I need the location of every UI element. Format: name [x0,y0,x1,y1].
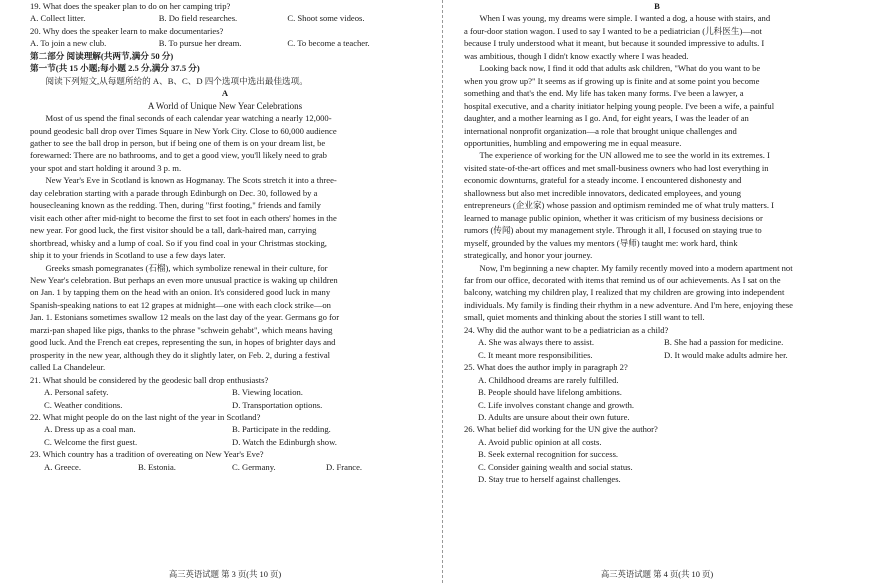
text-line: your spot and start holding it around 3 p. m. [30,162,182,173]
text-line: B. People should have lifelong ambitions. [478,387,622,398]
text-line: entrepreneurs (企业家) whose passion and optimism reminded me of what truly matters. I [464,200,775,211]
text-line: new year. For good luck, the first visitor should be a tall, dark-haired man, carrying [30,225,317,236]
answer-options-row [30,423,420,435]
text-line: 25. What does the author imply in paragraph 2? [464,362,628,373]
answer-option: C. Weather conditions. [44,399,123,410]
text-line: visited state-of-the-art offices and met small-business owners who had lost everything in [464,162,769,173]
text-line: individuals. My family is finding their rhythm in a new adventure. And I'm here, enjoying these [464,299,794,310]
answer-options-row [30,386,420,398]
text-line: because I truly understood what it meant, but because it sounded impressive to adults. I [464,38,765,49]
answer-option: D. Transportation options. [232,399,323,410]
text-line: Greeks smash pomegranates (石榴), which symbolize renewal in their culture, for [45,262,328,273]
answer-option: D. It would make adults admire her. [664,349,788,360]
page-footer: 高三英语试题 第 3 页(共 10 页) [168,570,282,579]
text-line: A World of Unique New Year Celebrations [147,100,303,111]
text-line: gather to see the ball drop in person, but if being one of them is on your dream list, be [30,137,326,148]
answer-option: A. To join a new club. [30,38,107,49]
text-line: shallowness but also met incredible innovators, dedicated employees, and young [464,187,742,198]
text-line: hospital executive, and a charity initiator helping young people. I've been a wife, a painful [464,100,775,111]
text-line: rumors (传闻) about my management style. Through it all, I focused on staying true to [464,225,762,236]
text-line: 24. Why did the author want to be a pediatrician as a child? [464,324,669,335]
answer-option: B. Participate in the redding. [232,424,331,435]
page-divider [442,0,443,583]
answer-options-row [30,37,420,49]
answer-option: C. To become a teacher. [287,38,370,49]
text-line: New Year's Eve in Scotland is known as Hogmanay. The Scots stretch it into a three- [45,175,337,186]
text-line: marzi-pan shaped like pigs, thanks to the phrase "schwein gehabt", which means having [30,324,333,335]
answer-option: A. She was always there to assist. [478,337,594,348]
answer-options-row [30,436,420,448]
answer-option: A. Collect litter. [30,13,86,24]
text-line: something and that's the end. My life has taken many forms. I've been a lawyer, a [464,88,744,99]
text-line: good luck. And the French eat crepes, representing the sun, in hopes of brighter days and [30,337,336,348]
text-line: D. Adults are unsure about their own future. [478,411,630,422]
text-line: A. Childhood dreams are rarely fulfilled. [478,374,619,385]
answer-options-row [30,461,420,473]
exam-page-4 [464,0,850,583]
text-line: Most of us spend the final seconds of each calendar year watching a nearly 12,000- [45,113,332,124]
answer-option: B. To pursue her dream. [158,38,242,49]
answer-option: C. Shoot some videos. [287,13,365,24]
text-line: C. Consider gaining wealth and social status. [478,461,633,472]
answer-options-row [464,349,850,361]
text-line: 阅读下列短文,从每题所给的 A、B、C、D 四个选项中选出最佳选项。 [45,75,308,86]
text-line: day celebration starting with a parade through Edinburgh on Dec. 30, followed by a [30,187,318,198]
text-line: strategically, and honor your journey. [464,250,593,261]
text-line: A [221,88,229,99]
text-line: 21. What should be considered by the geodesic ball drop enthusiasts? [30,374,269,385]
text-line: B. Seek external recognition for success. [478,449,619,460]
answer-option: C. Germany. [232,461,276,472]
text-line: Looking back now, I find it odd that adults ask children, "What do you want to be [479,63,761,74]
text-line: 第一节(共 15 小题;每小题 2.5 分,满分 37.5 分) [30,63,200,74]
text-line: on Jan. 1 by tapping them on the head with an onion. It's considered good luck in many [30,287,331,298]
answer-option: A. Dress up as a coal man. [44,424,136,435]
text-line: forewarned: There are no bathrooms, and to get a good view, you'll likely need to grab [30,150,327,161]
text-line: 26. What belief did working for the UN give the author? [464,424,658,435]
text-line: called La Chandeleur. [30,362,106,373]
text-line: Now, I'm beginning a new chapter. My family recently moved into a modern apartment not [479,262,793,273]
text-line: was ambitious, though I didn't know exactly where I was headed. [464,50,689,61]
text-line: learned to manage public opinion, whether it was criticism of my business decisions or [464,212,763,223]
answer-options-row [464,336,850,348]
text-line: far from our office, decorated with items that remind us of our achievements. As I sat on the [464,274,781,285]
answer-option: B. Viewing location. [232,387,303,398]
text-line: international nonprofit organization—a role that brought unique challenges and [464,125,737,136]
answer-option: C. Welcome the first guest. [44,436,138,447]
text-line: myself, grounded by the values my mentors (导师) taught me: work hard, think [464,237,738,248]
text-line: 20. Why does the speaker learn to make documentaries? [30,25,224,36]
text-line: visit each other after mid-night to become the first to set foot in each others' homes in the [30,212,337,223]
text-line: Spanish-speaking nations to eat 12 grapes at midnight—one with each clock strike—on [30,299,331,310]
exam-page-3 [30,0,420,583]
text-line: ship it to your friends in Scotland to use a few days later. [30,250,226,261]
answer-option: D. Watch the Edinburgh show. [232,436,337,447]
text-line: a four-door station wagon. I used to say I wanted to be a pediatrician (儿科医生)—not [464,25,762,36]
answer-option: C. It meant more responsibilities. [478,349,593,360]
answer-option: A. Personal safety. [44,387,109,398]
text-line: 19. What does the speaker plan to do on her camping trip? [30,1,231,11]
text-line: small, quiet moments and thinking about the stories I still want to tell. [464,312,705,323]
text-line: C. Life involves constant change and growth. [478,399,635,410]
text-line: 23. Which country has a tradition of overeating on New Year's Eve? [30,449,264,460]
answer-option: B. Do field researches. [158,13,238,24]
answer-options-row [30,12,420,24]
answer-option: A. Greece. [44,461,81,472]
text-line: balcony, watching my children play, I realized that my children are growing into independent [464,287,785,298]
text-line: prosperity in the new year, although they do it slightly later, on Feb. 2, during a festival [30,349,331,360]
text-line: B [654,1,660,11]
answer-option: B. She had a passion for medicine. [664,337,784,348]
text-line: opportunities, humbling and empowering me in equal measure. [464,137,682,148]
text-line: when you grow up?" It seems as if growing up is finite and at some point you become [464,75,760,86]
text-line: housecleaning known as the redding. Then, during "first footing," friends and family [30,200,321,211]
text-line: The experience of working for the UN allowed me to see the world in its extremes. I [479,150,770,161]
text-line: economic downturns, grateful for a steady income. I encountered dishonesty and [464,175,742,186]
answer-option: D. France. [326,461,363,472]
text-line: Jan. 1. Estonians sometimes swallow 12 meals on the last day of the year. Germans go for [30,312,340,323]
text-line: New Year's celebration. But perhaps an even more unusual practice is waking up children [30,274,338,285]
text-line: A. Avoid public opinion at all costs. [478,436,602,447]
page-footer: 高三英语试题 第 4 页(共 10 页) [600,570,714,579]
text-line: 22. What might people do on the last night of the year in Scotland? [30,411,261,422]
text-line: When I was young, my dreams were simple. I wanted a dog, a house with stairs, and [479,13,771,24]
text-line: shortbread, whisky and a lump of coal. So if you find coal in your Christmas stocking, [30,237,327,248]
text-line: pound geodesic ball drop over Times Square in New York City. Close to 60,000 audience [30,125,337,136]
answer-option: B. Estonia. [138,461,176,472]
text-line: 第二部分 阅读理解(共两节,满分 50 分) [30,50,174,61]
text-line: daughter, and a mother learning as I go. And, for eight years, I was the leader of an [464,113,749,124]
answer-options-row [30,399,420,411]
text-line: D. Stay true to herself against challenges. [478,474,621,485]
